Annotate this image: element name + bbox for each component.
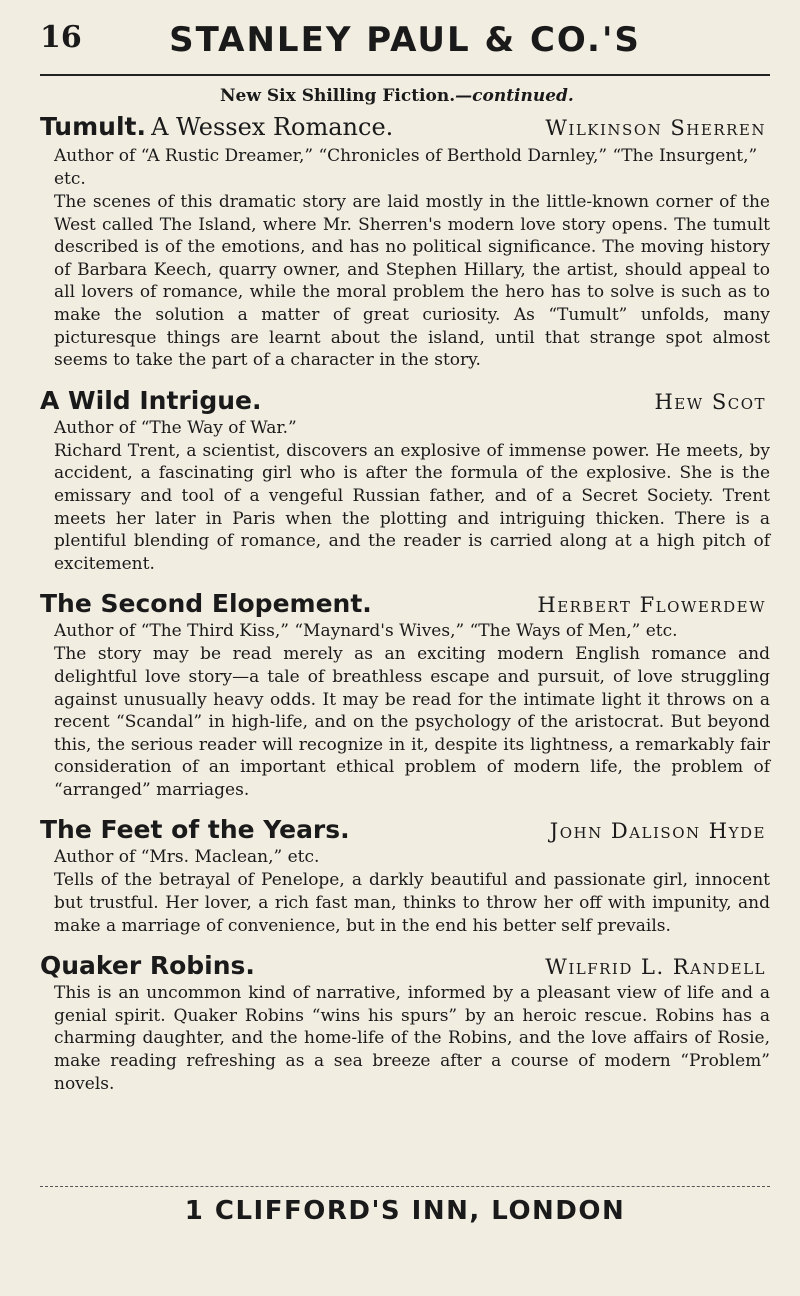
section-continued: —continued. <box>455 86 574 106</box>
book-description: Richard Trent, a scientist, discovers an explosive of immense power. He meets, by accident, a fascinating girl who is after the formula of the explosive. She is the emissary and tool of a vengeful Russian father, and of a Secret Society. Trent meets her later in Paris when the plotting and intriguing thicken. There is a plentiful blending of romance, and the reader is carried along at a high pitch of excitement. <box>54 440 770 574</box>
book-title: The Feet of the Years. <box>40 815 350 845</box>
book-entry <box>40 386 770 576</box>
section-title <box>220 86 574 106</box>
entry-heading <box>40 815 770 846</box>
book-author: Herbert Flowerdew <box>537 593 766 618</box>
book-subtitle: A Wessex Romance. <box>151 113 394 141</box>
book-description: The scenes of this dramatic story are laid mostly in the little-known corner of the West called The Island, where Mr. Sherren's modern love story opens. The tumult described is of the emotions, and has no political significance. The moving history of Barbara Keech, quarry owner, and Stephen Hillary, the artist, should appeal to all lovers of romance, while the moral problem the hero has to solve is such as to make the solution a matter of great curiosity. As “Tumult” unfolds, many picturesque things are learnt about the island, until that strange spot almost seems to take the part of a character in the story. <box>54 192 770 371</box>
entry-heading <box>40 386 770 417</box>
book-description: This is an uncommon kind of narrative, informed by a pleasant view of life and a genial spirit. Quaker Robins “wins his spurs” by an heroic rescue. Robins has a charming daughter, and the home-life of the Robins, and the love affairs of Rosie, make reading refreshing as a sea breeze after a course of modern “Problem” novels. <box>54 983 770 1094</box>
author-byline: Author of “Mrs. Maclean,” etc. <box>54 847 320 868</box>
book-entry <box>40 589 770 801</box>
footer-rule <box>40 1186 770 1187</box>
book-title: Quaker Robins. <box>40 951 255 981</box>
page-number: 16 <box>40 20 82 55</box>
book-title: A Wild Intrigue. <box>40 385 262 415</box>
book-entries <box>40 112 770 1109</box>
book-entry <box>40 112 770 372</box>
entry-heading <box>40 951 770 982</box>
book-description: The story may be read merely as an exciting modern English romance and delightful love story—a tale of breathless escape and pursuit, of love struggling against unusually heavy odds. It may be read for the intimate light it throws on a recent “Scandal” in high-life, and on the psychology of the aristocrat. But beyond this, the serious reader will recognize in it, despite its lightness, a remarkably fair consideration of an important ethical problem of modern life, the problem of “arranged” marriages. <box>54 644 770 800</box>
header-rule <box>40 74 770 76</box>
author-byline: Author of “A Rustic Dreamer,” “Chronicles of Berthold Darnley,” “The Insurgent,” etc. <box>54 146 758 189</box>
book-author: John Dalison Hyde <box>549 819 766 844</box>
book-author: Wilkinson Sherren <box>545 116 766 140</box>
section-title-text: New Six Shilling Fiction. <box>220 86 456 106</box>
book-entry <box>40 951 770 1095</box>
publisher-address: 1 CLIFFORD'S INN, LONDON <box>184 1196 626 1226</box>
book-title: The Second Elopement. <box>40 589 372 619</box>
entry-heading <box>40 589 770 620</box>
entry-heading <box>40 112 770 145</box>
book-author: Wilfrid L. Randell <box>545 955 766 980</box>
book-author: Hew Scot <box>654 389 766 414</box>
book-entry <box>40 815 770 937</box>
publisher-heading: STANLEY PAUL & CO.'S <box>169 20 641 60</box>
book-description: Tells of the betrayal of Penelope, a darkly beautiful and passionate girl, innocent but trustful. Her lover, a rich fast man, thinks to throw her off with impunity, and make a marriage of convenience, but in the end his better self prevails. <box>54 870 770 936</box>
page-header <box>40 20 770 80</box>
book-title: Tumult. <box>40 112 146 141</box>
author-byline: Author of “The Third Kiss,” “Maynard's Wives,” “The Ways of Men,” etc. <box>54 621 678 642</box>
author-byline: Author of “The Way of War.” <box>54 417 297 438</box>
